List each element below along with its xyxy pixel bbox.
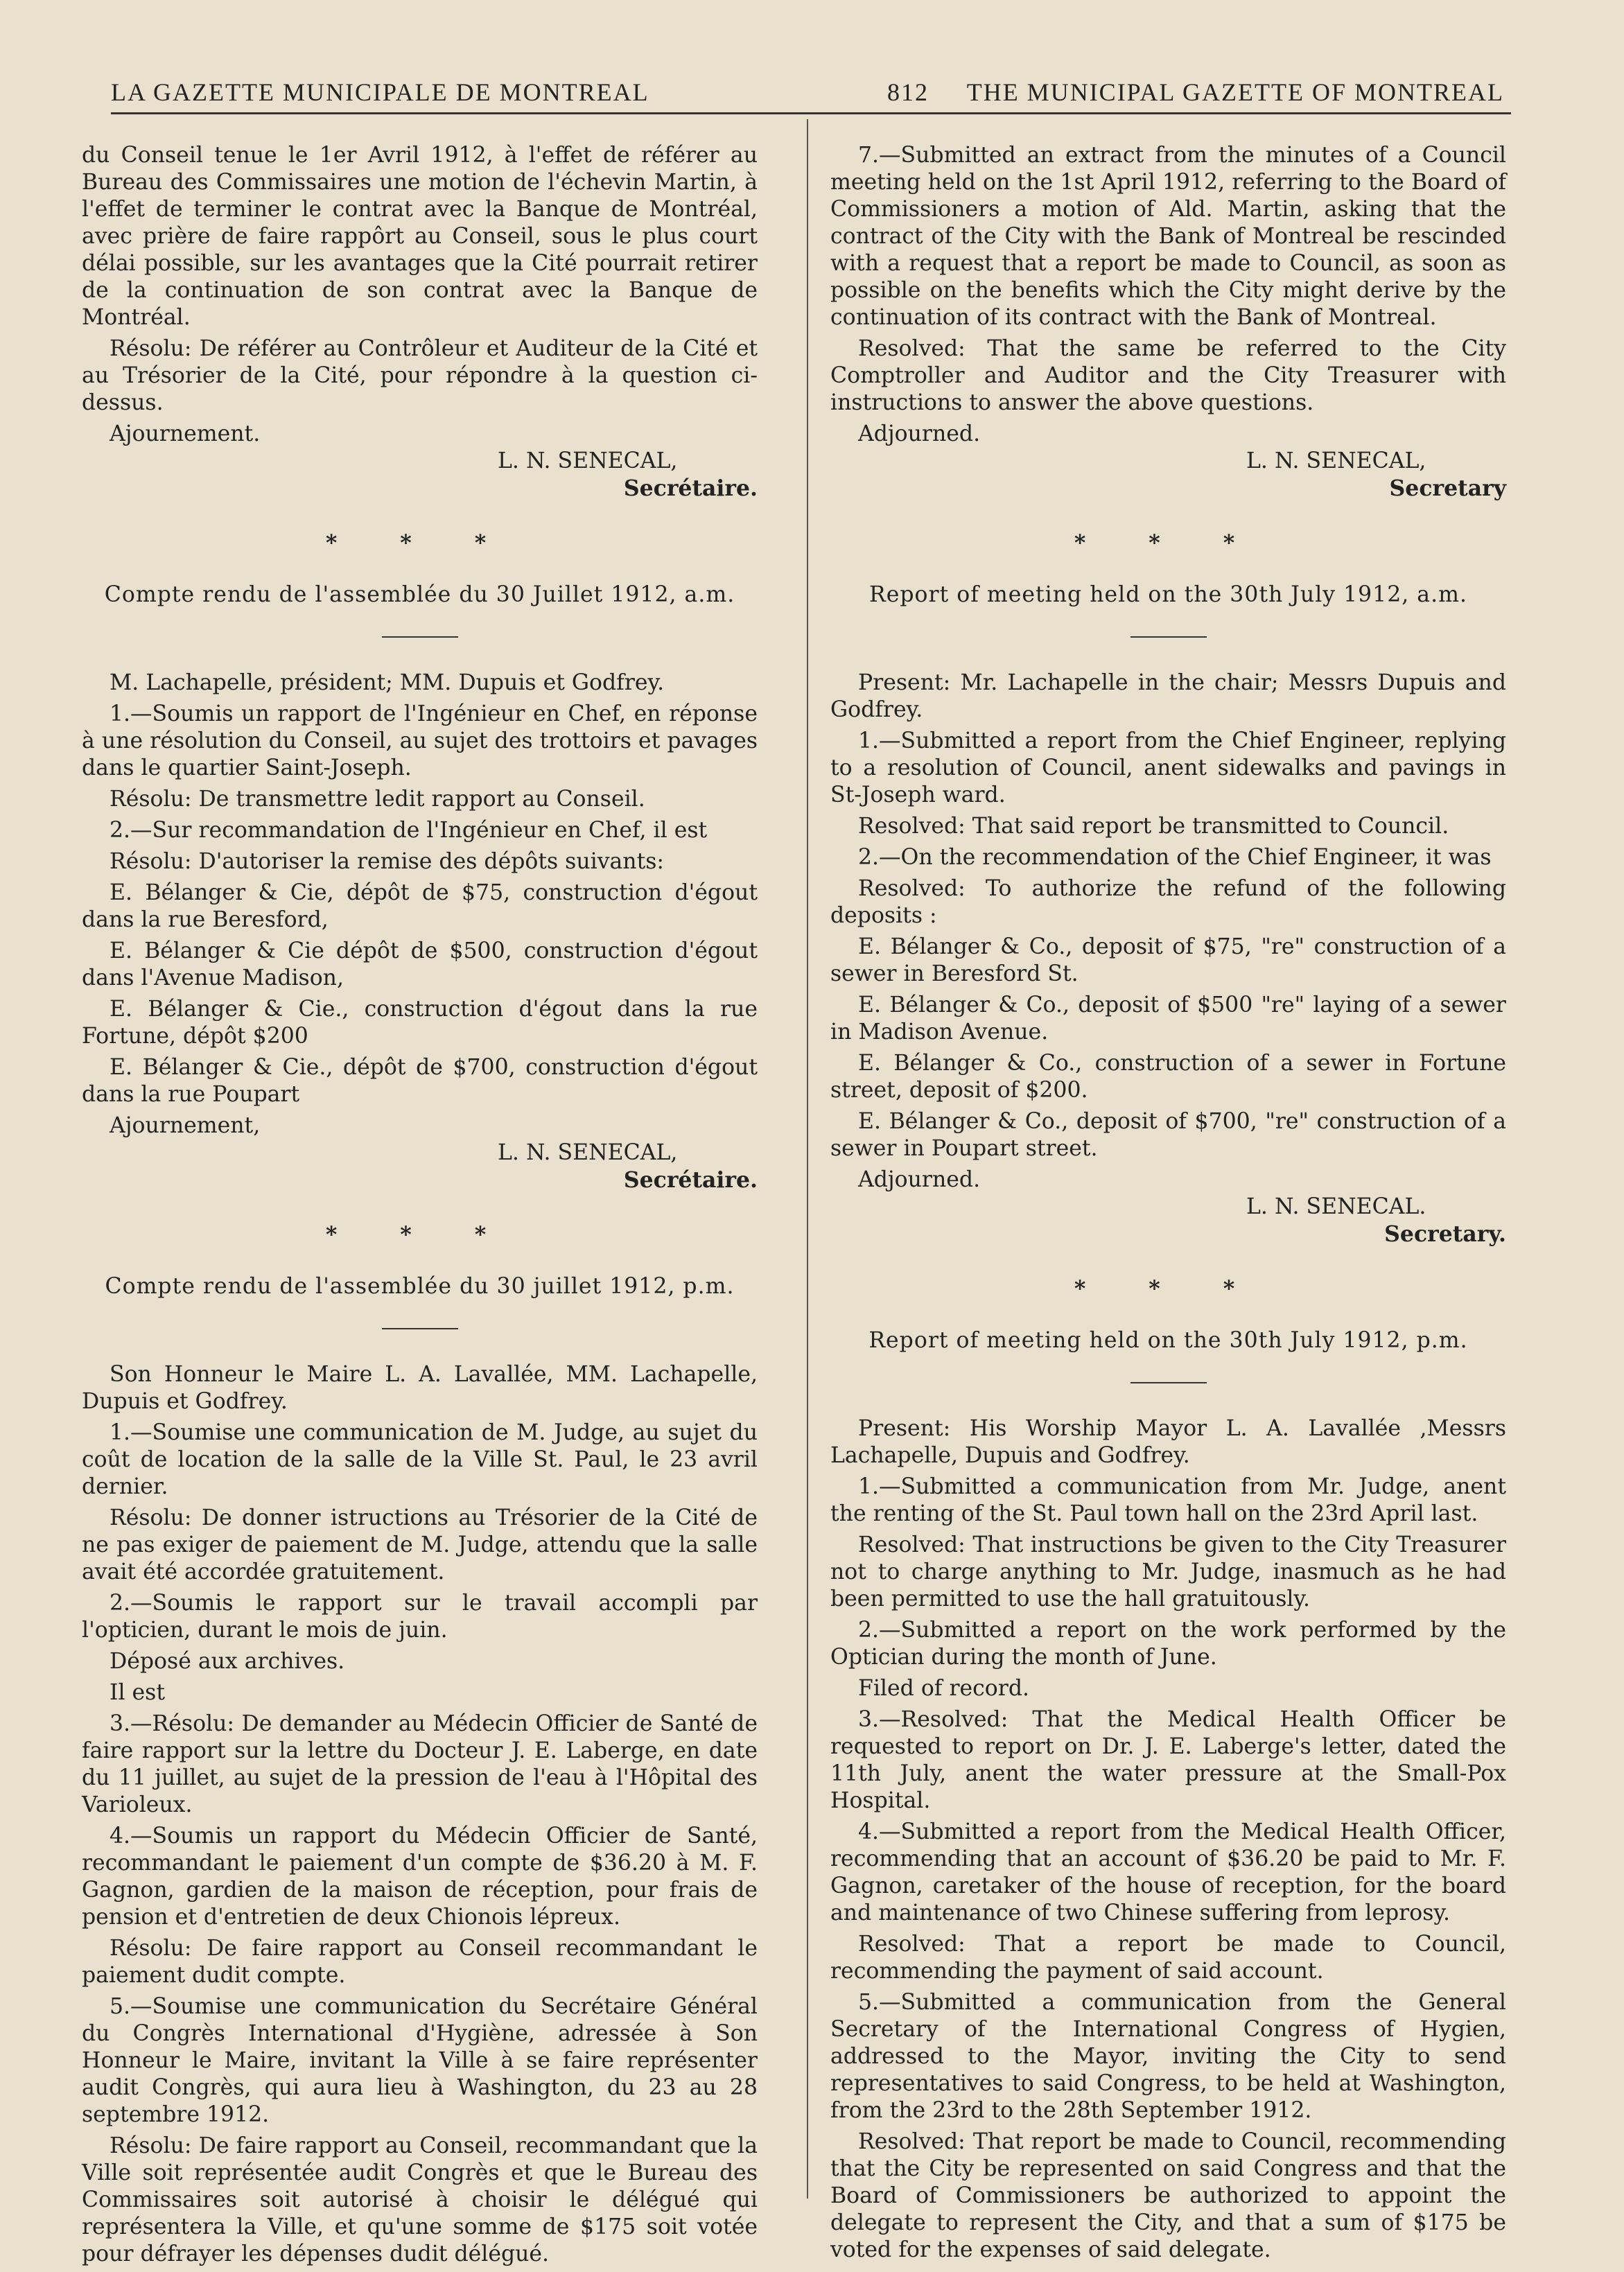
paragraph: E. Bélanger & Cie dépôt de $500, construction d'égout dans l'Avenue Madison,: [82, 938, 758, 990]
paragraph: 4.—Submitted a report from the Medical Health Officer, recommending that an account of $36.20 be paid to Mr. F. Gagnon, caretaker of the house of reception, for the board and maintenance of two Chinese suffering from leprosy.: [830, 1819, 1506, 1925]
french-column: [82, 142, 758, 2272]
paragraph: 1.—Soumise une communication de M. Judge, au sujet du coût de location de la salle de la Ville St. Paul, le 23 avril dernier.: [82, 1420, 758, 1499]
paragraph: Résolu: De transmettre ledit rapport au Conseil.: [110, 787, 645, 812]
section-separator: * * *: [1074, 1276, 1263, 1302]
paragraph: Résolu: De référer au Contrôleur et Auditeur de la Cité et au Trésorier de la Cité, pour répondre à la question ci-dessus.: [82, 336, 758, 415]
page-header: [111, 78, 1504, 112]
report-heading: Report of meeting held on the 30th July 1912, p.m.: [868, 1328, 1468, 1353]
signature-name: L. N. SENECAL.: [1246, 1194, 1426, 1219]
paragraph: Filed of record.: [858, 1676, 1030, 1701]
paragraph: Il est: [110, 1680, 165, 1705]
column-divider: [807, 119, 808, 2199]
adjournment: Adjourned.: [858, 1167, 981, 1192]
short-rule: [382, 636, 458, 638]
paragraph: E. Bélanger & Co., construction of a sewer in Fortune street, deposit of $200.: [830, 1051, 1506, 1103]
paragraph: du Conseil tenue le 1er Avril 1912, à l'effet de référer au Bureau des Commissaires une motion de l'échevin Martin, à l'effet de terminer le contrat avec la Banque de Montréal, avec prière de faire rappôrt au Conseil, sous le plus court délai possible, sur les avantages que la Cité pourrait retirer de la continuation de son contrat avec la Banque de Montréal.: [82, 143, 758, 330]
paragraph: E. Bélanger & Cie, dépôt de $75, construction d'égout dans la rue Beresford,: [82, 880, 758, 932]
section-separator: * * *: [1074, 530, 1263, 556]
signature-name: L. N. SENECAL,: [498, 448, 678, 473]
paragraph: Résolu: De donner istructions au Trésorier de la Cité de ne pas exiger de paiement de M. Judge, attendu que la salle avait été accordée gratuitement.: [82, 1505, 758, 1584]
report-heading: Compte rendu de l'assemblée du 30 Juillet 1912, a.m.: [104, 582, 735, 607]
section-separator: * * *: [325, 530, 514, 556]
signature-name: L. N. SENECAL,: [1246, 448, 1426, 473]
paragraph: Resolved: That a report be made to Council, recommending the payment of said account.: [830, 1932, 1506, 1984]
signature-title: Secretary.: [1384, 1221, 1506, 1247]
signature-title: Secretary: [1389, 475, 1506, 501]
short-rule: [382, 1328, 458, 1329]
paragraph: E. Bélanger & Co., deposit of $75, "re" construction of a sewer in Beresford St.: [830, 934, 1506, 986]
section-separator: * * *: [325, 1222, 514, 1248]
report-heading: Report of meeting held on the 30th July 1912, a.m.: [869, 582, 1467, 607]
paragraph: E. Bélanger & Cie., dépôt de $700, construction d'égout dans la rue Poupart: [82, 1055, 758, 1107]
paragraph: 2.—Submitted a report on the work performed by the Optician during the month of June.: [830, 1618, 1506, 1670]
paragraph: Present: Mr. Lachapelle in the chair; Messrs Dupuis and Godfrey.: [830, 670, 1506, 722]
paragraph: M. Lachapelle, président; MM. Dupuis et Godfrey.: [110, 670, 665, 695]
paragraph: Déposé aux archives.: [110, 1649, 345, 1674]
signature-title: Secrétaire.: [623, 475, 758, 501]
paragraph: 5.—Soumise une communication du Secrétaire Général du Congrès International d'Hygiène, adressée à Son Honneur le Maire, invitant la Ville à se faire représenter audit Congrès, qui aura lieu à Washington, du 23 au 28 septembre 1912.: [82, 1994, 758, 2127]
english-column: [830, 142, 1506, 2268]
short-rule: [1130, 636, 1207, 638]
paragraph: Résolu: D'autoriser la remise des dépôts suivants:: [110, 849, 665, 874]
paragraph: 7.—Submitted an extract from the minutes of a Council meeting held on the 1st April 1912, referring to the Board of Commissioners a motion of Ald. Martin, asking that the contract of the City with the Bank of Montreal be rescinded with a request that a report be made to Council, as soon as possible on the benefits which the City might derive by the continuation of its contract with the Bank of Montreal.: [830, 143, 1506, 330]
adjournment: Ajournement,: [110, 1113, 261, 1138]
paragraph: Resolved: That the same be referred to the City Comptroller and Auditor and the City Treasurer with instructions to answer the above questions.: [830, 336, 1506, 415]
paragraph: E. Bélanger & Co., deposit of $700, "re" construction of a sewer in Poupart street.: [830, 1109, 1506, 1161]
paragraph: Present: His Worship Mayor L. A. Lavallée ,Messrs Lachapelle, Dupuis and Godfrey.: [830, 1416, 1506, 1468]
adjournment: Adjourned.: [858, 421, 981, 446]
header-title-en: THE MUNICIPAL GAZETTE OF MONTREAL: [966, 78, 1504, 106]
paragraph: Resolved: To authorize the refund of the following deposits :: [830, 876, 1506, 928]
paragraph: 2.—On the recommendation of the Chief Engineer, it was: [858, 845, 1492, 870]
paragraph: 5.—Submitted a communication from the General Secretary of the International Congress of Hygien, addressed to the Mayor, inviting the City to send representatives to said Congress, to be held at Washington, from the 23rd to the 28th September 1912.: [830, 1990, 1506, 2123]
paragraph: 1.—Submitted a communication from Mr. Judge, anent the renting of the St. Paul town hall on the 23rd April last.: [830, 1474, 1506, 1526]
paragraph: Résolu: De faire rapport au Conseil, recommandant que la Ville soit représentée audit Congrès et que le Bureau des Commissaires soit autorisé à choisir le délégué qui représentera la Ville, et qu'une somme de $175 soit votée pour défrayer les dépenses dudit délégué.: [82, 2133, 758, 2266]
paragraph: Resolved: That said report be transmitted to Council.: [858, 814, 1449, 839]
paragraph: 1.—Soumis un rapport de l'Ingénieur en Chef, en réponse à une résolution du Conseil, au sujet des trottoirs et pavages dans le quartier Saint-Joseph.: [82, 701, 758, 780]
header-rule: [111, 112, 1511, 114]
paragraph: 2.—Soumis le rapport sur le travail accompli par l'opticien, durant le mois de juin.: [82, 1591, 758, 1643]
short-rule: [1130, 1382, 1207, 1383]
page-number: 812: [887, 78, 929, 106]
paragraph: E. Bélanger & Co., deposit of $500 "re" laying of a sewer in Madison Avenue.: [830, 993, 1506, 1045]
paragraph: 2.—Sur recommandation de l'Ingénieur en Chef, il est: [110, 818, 708, 843]
paragraph: 1.—Submitted a report from the Chief Engineer, replying to a resolution of Council, anent sidewalks and pavings in St-Joseph ward.: [830, 728, 1506, 807]
paragraph: 3.—Résolu: De demander au Médecin Officier de Santé de faire rapport sur la lettre du Docteur J. E. Laberge, en date du 11 juillet, au sujet de la pression de l'eau à l'Hôpital des Varioleux.: [82, 1711, 758, 1817]
paragraph: Resolved: That report be made to Council, recommending that the City be represented on said Congress and that the Board of Commissioners be authorized to appoint the delegate to represent the City, and that a sum of $175 be voted for the expenses of said delegate.: [830, 2129, 1506, 2262]
paragraph: Resolved: That instructions be given to the City Treasurer not to charge anything to Mr. Judge, inasmuch as he had been permitted to use the hall gratuitously.: [830, 1532, 1506, 1611]
paragraph: Son Honneur le Maire L. A. Lavallée, MM. Lachapelle, Dupuis et Godfrey.: [82, 1362, 758, 1414]
signature-name: L. N. SENECAL,: [498, 1140, 678, 1165]
adjournment: Ajournement.: [110, 421, 261, 446]
paragraph: 3.—Resolved: That the Medical Health Officer be requested to report on Dr. J. E. Laberge's letter, dated the 11th July, anent the water pressure at the Small-Pox Hospital.: [830, 1707, 1506, 1813]
paragraph: E. Bélanger & Cie., construction d'égout dans la rue Fortune, dépôt $200: [82, 997, 758, 1049]
signature-title: Secrétaire.: [623, 1167, 758, 1193]
paragraph: 4.—Soumis un rapport du Médecin Officier de Santé, recommandant le paiement d'un compte de $36.20 à M. F. Gagnon, gardien de la maison de réception, pour frais de pension et d'entretien de deux Chionois lépreux.: [82, 1824, 758, 1930]
report-heading: Compte rendu de l'assemblée du 30 juillet 1912, p.m.: [105, 1274, 735, 1299]
paragraph: Résolu: De faire rapport au Conseil recommandant le paiement dudit compte.: [82, 1936, 758, 1988]
header-title-fr: LA GAZETTE MUNICIPALE DE MONTREAL: [111, 78, 649, 106]
